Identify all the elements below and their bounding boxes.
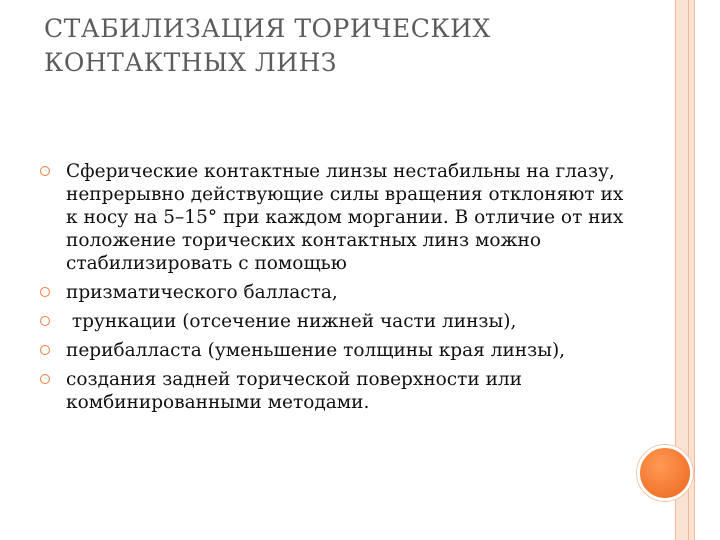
bullet-text: Сферические контактные линзы нестабильны на глазу, непрерывно действующие силы вращения отклоняют их к носу на 5–15° при каждом моргании. В отличие от них положение торических контактных линз можно стабилизировать с помощью xyxy=(66,161,624,274)
bullet-item xyxy=(40,339,640,362)
slide-title-line-1: СТАБИЛИЗАЦИЯ ТОРИЧЕСКИХ xyxy=(44,14,491,43)
bullet-item xyxy=(40,281,640,304)
circle-bullet-icon xyxy=(40,287,50,297)
bullet-item xyxy=(40,310,640,333)
bullet-text: перибалласта (уменьшение толщины края линзы), xyxy=(66,340,566,361)
bullet-text: создания задней торической поверхности или комбинированными методами. xyxy=(66,369,523,413)
circle-bullet-icon xyxy=(40,374,50,384)
bullet-item xyxy=(40,160,640,275)
circle-bullet-icon xyxy=(40,166,50,176)
slide-title-line-2: КОНТАКТНЫХ ЛИНЗ xyxy=(44,48,337,77)
circle-bullet-icon xyxy=(40,345,50,355)
circle-bullet-icon xyxy=(40,316,50,326)
bullet-list xyxy=(40,160,640,420)
slide-title xyxy=(44,12,644,80)
bullet-item xyxy=(40,368,640,414)
bullet-text: трункации (отсечение нижней части линзы), xyxy=(66,311,517,332)
decorative-orange-circle xyxy=(637,445,693,501)
bullet-text: призматического балласта, xyxy=(66,282,338,303)
